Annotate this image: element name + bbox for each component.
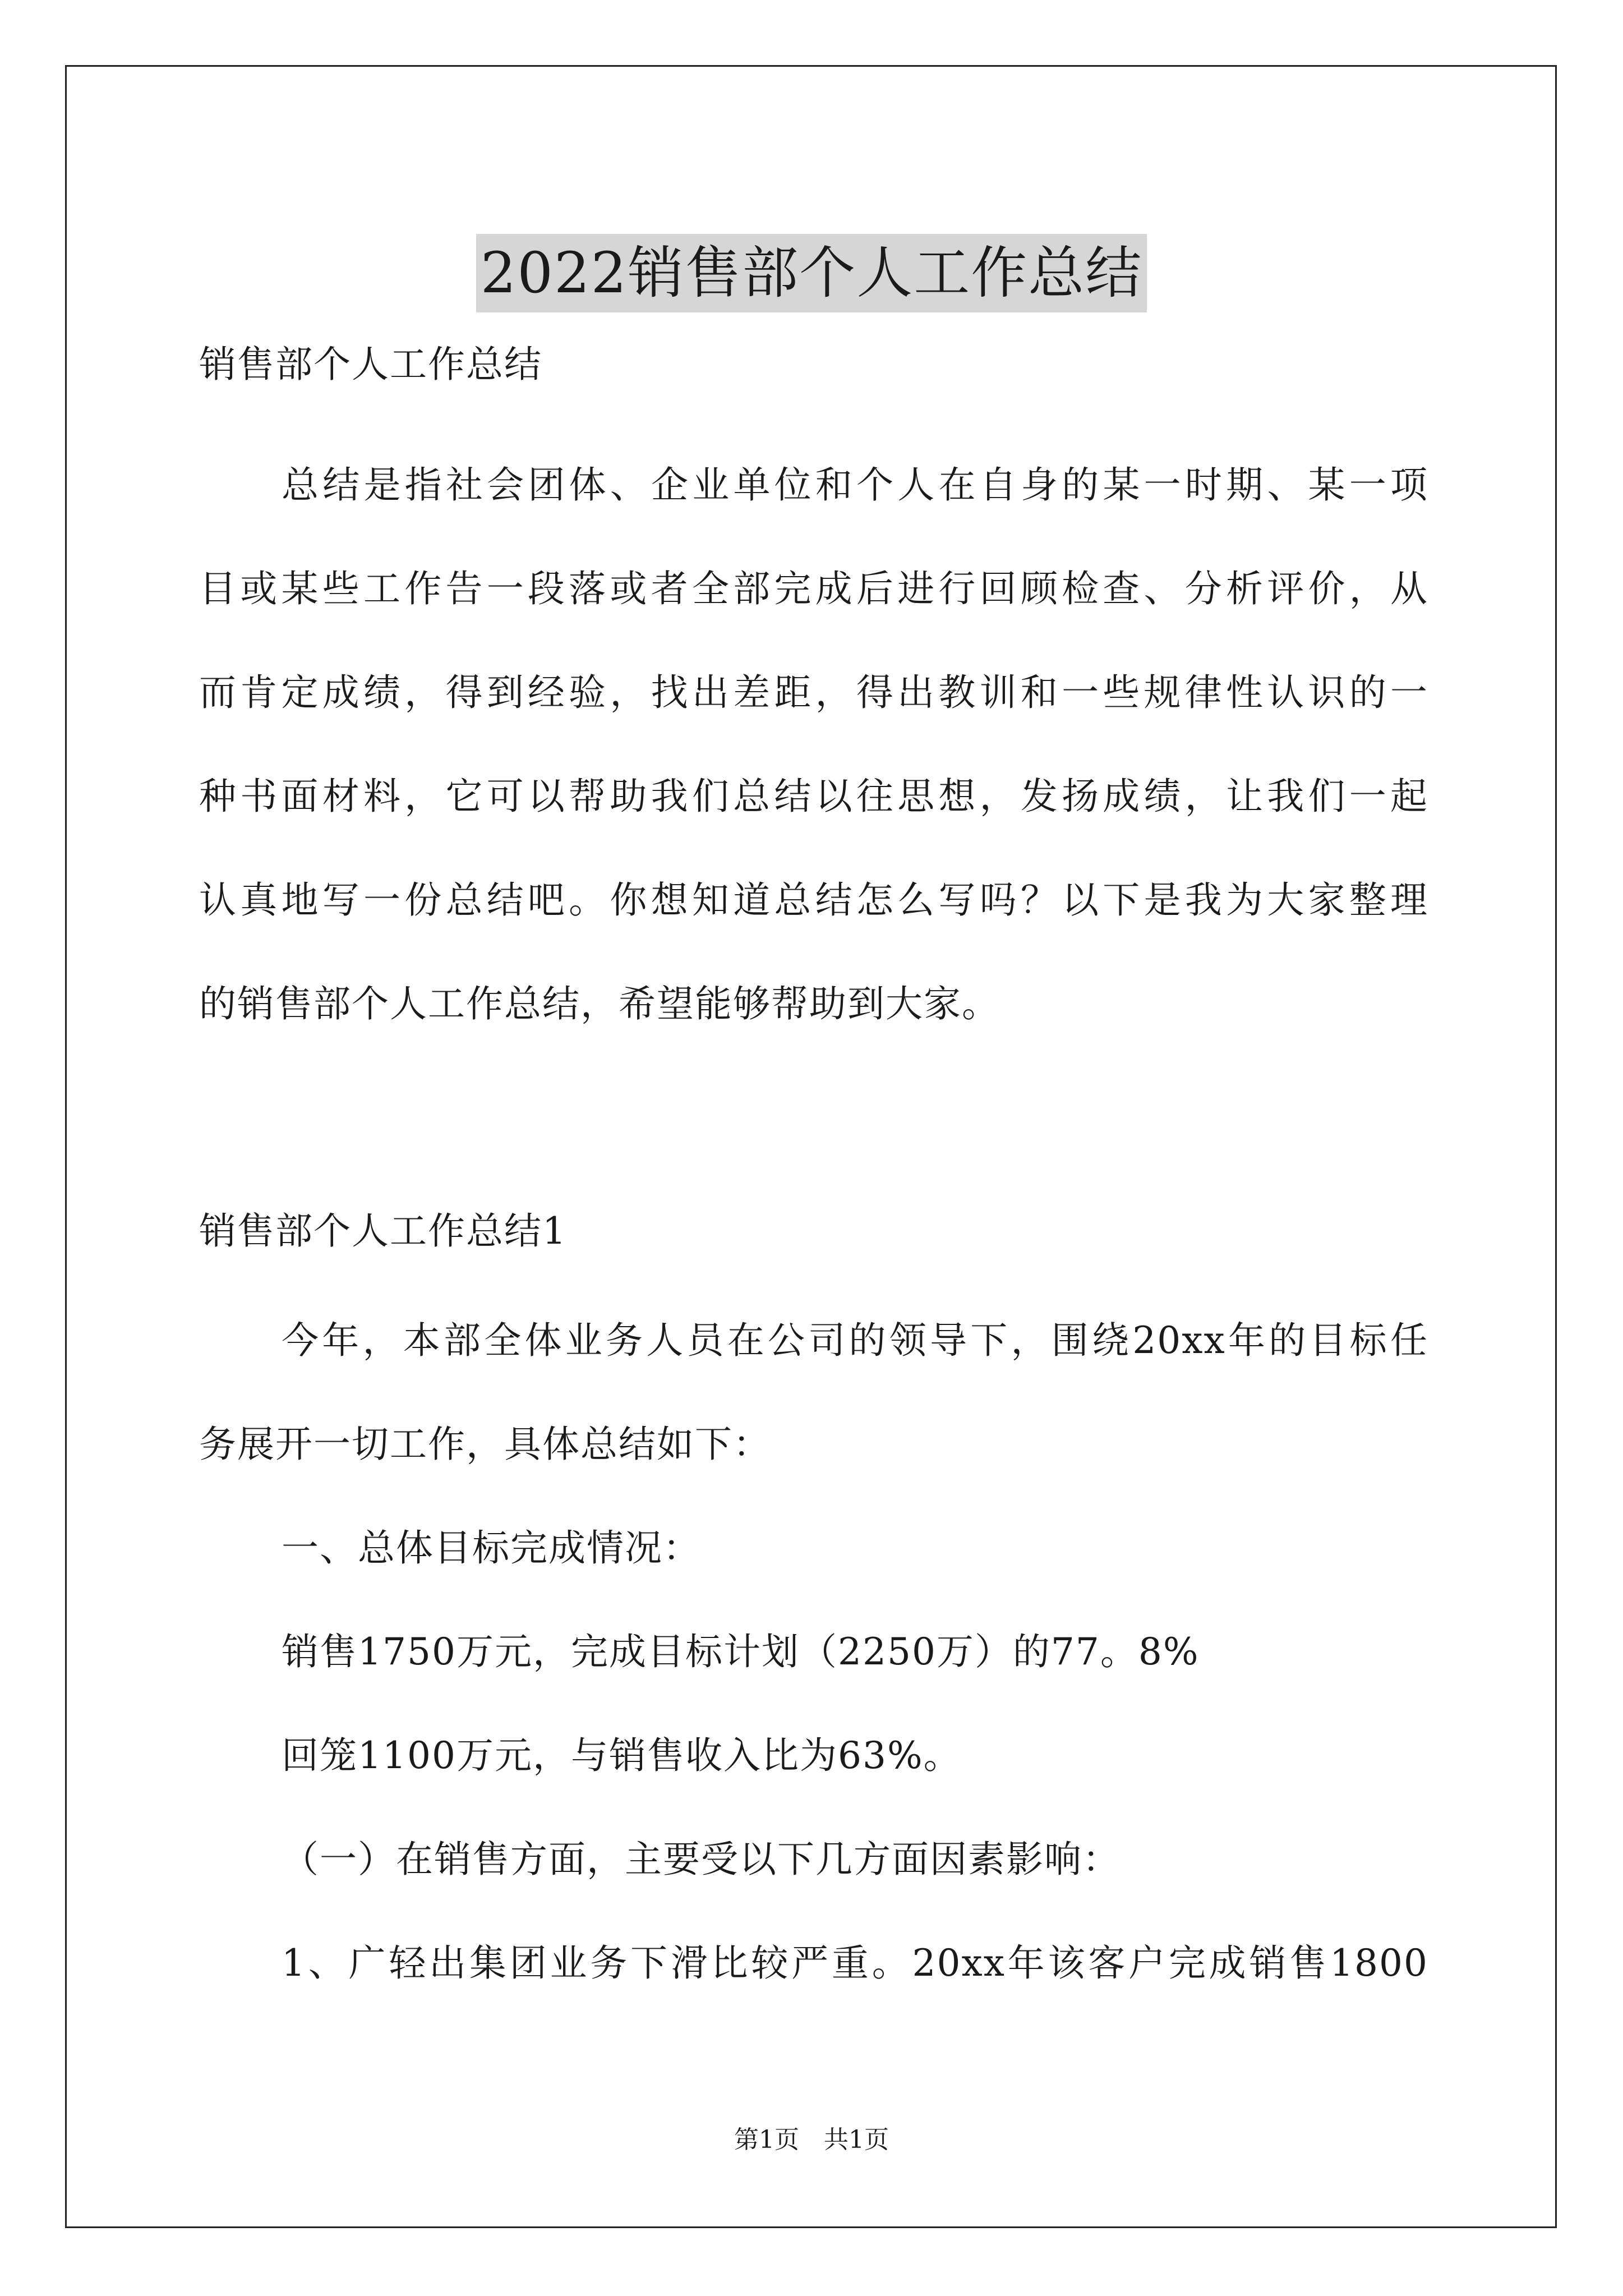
intro-line: 种书面材料，它可以帮助我们总结以往思想，发扬成绩，让我们一起 xyxy=(199,775,1428,818)
body-line: 1、广轻出集团业务下滑比较严重。20xx年该客户完成销售1800 xyxy=(282,1941,1428,1985)
document-title: 2022销售部个人工作总结 xyxy=(476,234,1147,312)
body-line: 今年，本部全体业务人员在公司的领导下，围绕20xx年的目标任 xyxy=(282,1319,1428,1362)
intro-line: 而肯定成绩，得到经验，找出差距，得出教训和一些规律性认识的一 xyxy=(199,671,1428,714)
intro-line: 目或某些工作告一段落或者全部完成后进行回顾检查、分析评价，从 xyxy=(199,567,1428,610)
body-line: 务展开一切工作，具体总结如下： xyxy=(199,1423,771,1466)
intro-line: 的销售部个人工作总结，希望能够帮助到大家。 xyxy=(199,982,1000,1025)
body-line: 一、总体目标完成情况： xyxy=(282,1526,701,1570)
intro-line: 认真地写一份总结吧。你想知道总结怎么写吗？以下是我为大家整理 xyxy=(199,878,1428,922)
intro-line: 总结是指社会团体、企业单位和个人在自身的某一时期、某一项 xyxy=(282,463,1428,507)
title-container xyxy=(0,196,1623,350)
body-line: （一）在销售方面，主要受以下几方面因素影响： xyxy=(282,1838,1121,1881)
section-heading: 销售部个人工作总结1 xyxy=(199,1209,567,1253)
body-line: 回笼1100万元，与销售收入比为63%。 xyxy=(282,1734,962,1777)
document-subtitle: 销售部个人工作总结 xyxy=(199,343,542,386)
body-line: 销售1750万元，完成目标计划（2250万）的77。8% xyxy=(282,1630,1200,1673)
page-footer: 第1页 共1页 xyxy=(734,2125,889,2154)
